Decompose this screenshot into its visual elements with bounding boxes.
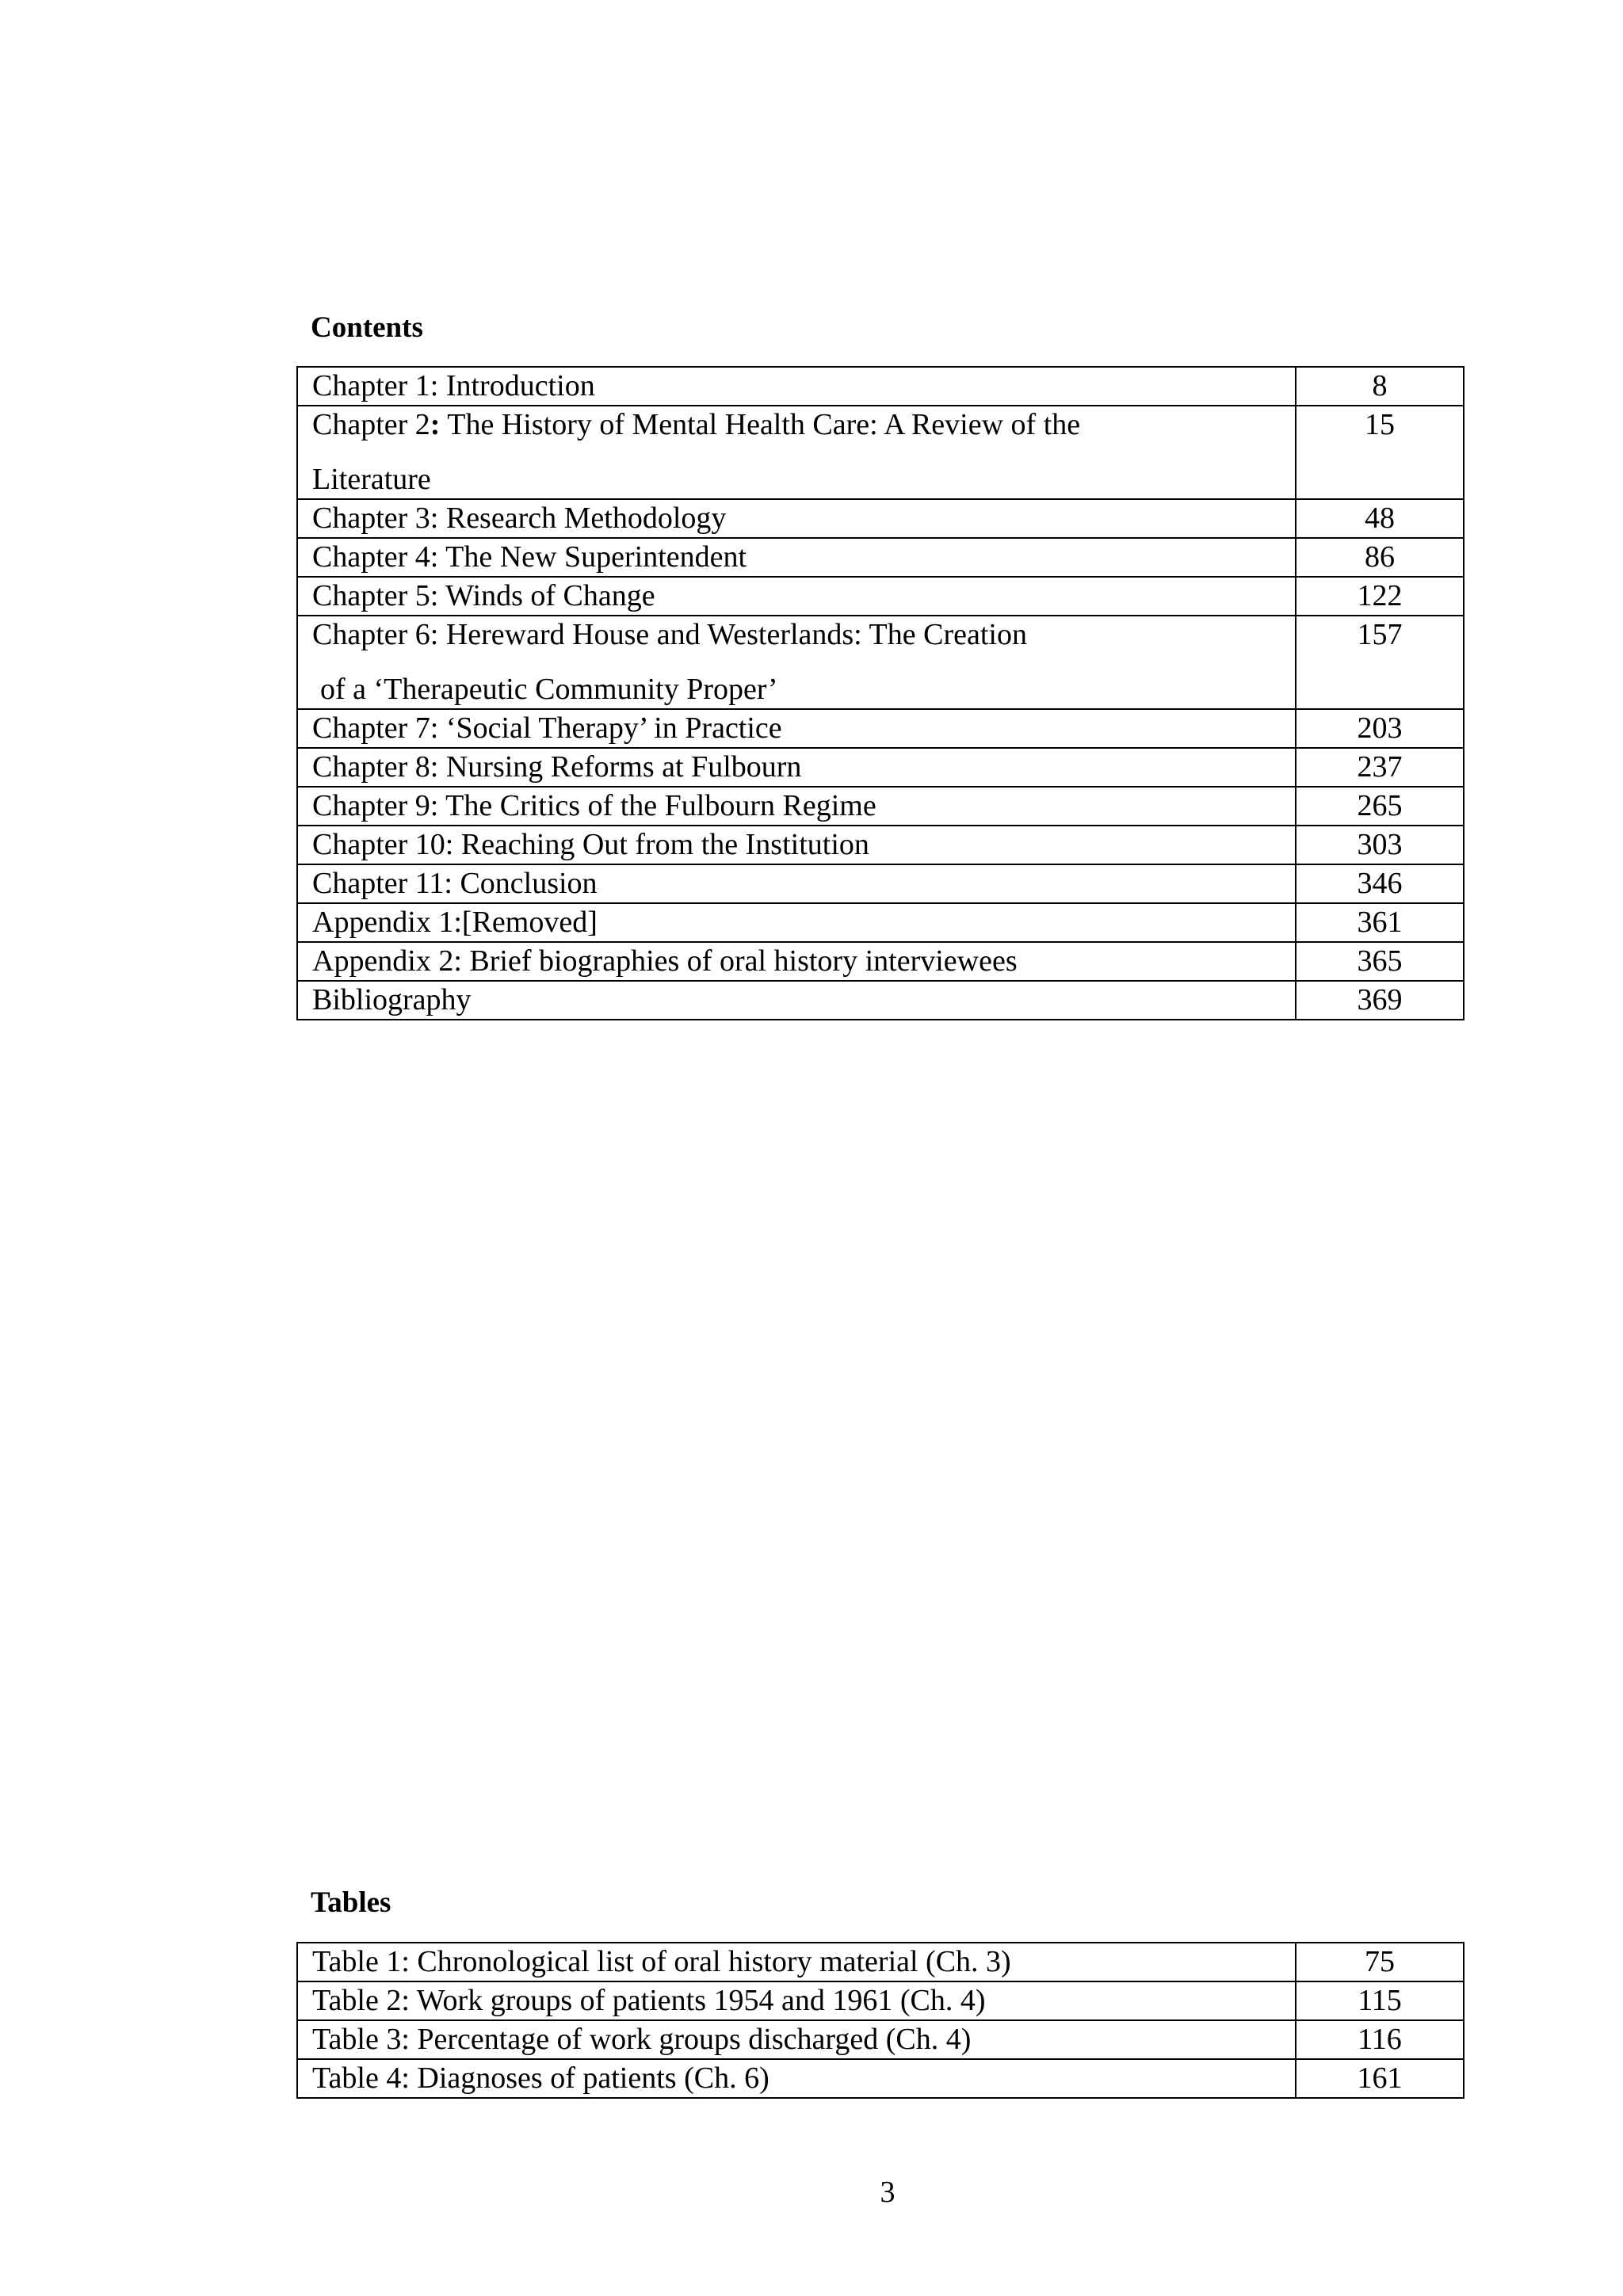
toc-row [297, 499, 1464, 538]
table-entry-page: 161 [1296, 2059, 1464, 2098]
toc-entry-title: Chapter 10: Reaching Out from the Institution [297, 826, 1296, 864]
toc-entry-title: Appendix 1:[Removed] [297, 903, 1296, 942]
toc-entry-page: 346 [1296, 864, 1464, 903]
table-list-row [297, 2059, 1464, 2098]
table-list-row [297, 1981, 1464, 2020]
tables-list [296, 1942, 1465, 2099]
toc-entry-page: 8 [1296, 367, 1464, 406]
table-entry-page: 75 [1296, 1943, 1464, 1981]
toc-row [297, 367, 1464, 406]
tables-heading: Tables [311, 1886, 391, 1919]
page-number: 3 [880, 2176, 896, 2209]
toc-entry-page: 48 [1296, 499, 1464, 538]
toc-entry-page: 361 [1296, 903, 1464, 942]
toc-row [297, 538, 1464, 577]
toc-entry-page: 86 [1296, 538, 1464, 577]
toc-entry-page: 157 [1296, 616, 1464, 709]
toc-row [297, 616, 1464, 709]
contents-heading: Contents [311, 311, 423, 344]
toc-row [297, 864, 1464, 903]
toc-row [297, 577, 1464, 616]
table-list-row [297, 2020, 1464, 2059]
toc-entry-title: Chapter 1: Introduction [297, 367, 1296, 406]
toc-entry-title: Chapter 11: Conclusion [297, 864, 1296, 903]
toc-row [297, 903, 1464, 942]
toc-entry-page: 15 [1296, 406, 1464, 499]
toc-entry-title: Chapter 7: ‘Social Therapy’ in Practice [297, 709, 1296, 748]
table-list-row [297, 1943, 1464, 1981]
toc-entry-title: Bibliography [297, 981, 1296, 1020]
toc-entry-page: 203 [1296, 709, 1464, 748]
toc-row [297, 709, 1464, 748]
table-entry-title: Table 1: Chronological list of oral history material (Ch. 3) [297, 1943, 1296, 1981]
toc-row [297, 942, 1464, 981]
toc-entry-title: Chapter 4: The New Superintendent [297, 538, 1296, 577]
toc-entry-title: Chapter 6: Hereward House and Westerlands: The Creation of a ‘Therapeutic Community Proper’ [297, 616, 1296, 709]
toc-entry-page: 265 [1296, 787, 1464, 826]
toc-row [297, 748, 1464, 787]
table-entry-title: Table 3: Percentage of work groups discharged (Ch. 4) [297, 2020, 1296, 2059]
toc-entry-page: 122 [1296, 577, 1464, 616]
table-entry-page: 116 [1296, 2020, 1464, 2059]
toc-entry-page: 237 [1296, 748, 1464, 787]
toc-entry-page: 369 [1296, 981, 1464, 1020]
toc-row [297, 406, 1464, 499]
toc-entry-title: Chapter 3: Research Methodology [297, 499, 1296, 538]
toc-row [297, 787, 1464, 826]
toc-entry-title: Chapter 5: Winds of Change [297, 577, 1296, 616]
table-entry-title: Table 2: Work groups of patients 1954 and 1961 (Ch. 4) [297, 1981, 1296, 2020]
table-entry-title: Table 4: Diagnoses of patients (Ch. 6) [297, 2059, 1296, 2098]
toc-row [297, 826, 1464, 864]
toc-row [297, 981, 1464, 1020]
table-entry-page: 115 [1296, 1981, 1464, 2020]
toc-entry-title: Chapter 8: Nursing Reforms at Fulbourn [297, 748, 1296, 787]
toc-entry-page: 303 [1296, 826, 1464, 864]
toc-entry-page: 365 [1296, 942, 1464, 981]
toc-entry-title: Appendix 2: Brief biographies of oral history interviewees [297, 942, 1296, 981]
toc-entry-title: Chapter 2: The History of Mental Health Care: A Review of the Literature [297, 406, 1296, 499]
contents-table [296, 366, 1465, 1020]
toc-entry-title: Chapter 9: The Critics of the Fulbourn Regime [297, 787, 1296, 826]
